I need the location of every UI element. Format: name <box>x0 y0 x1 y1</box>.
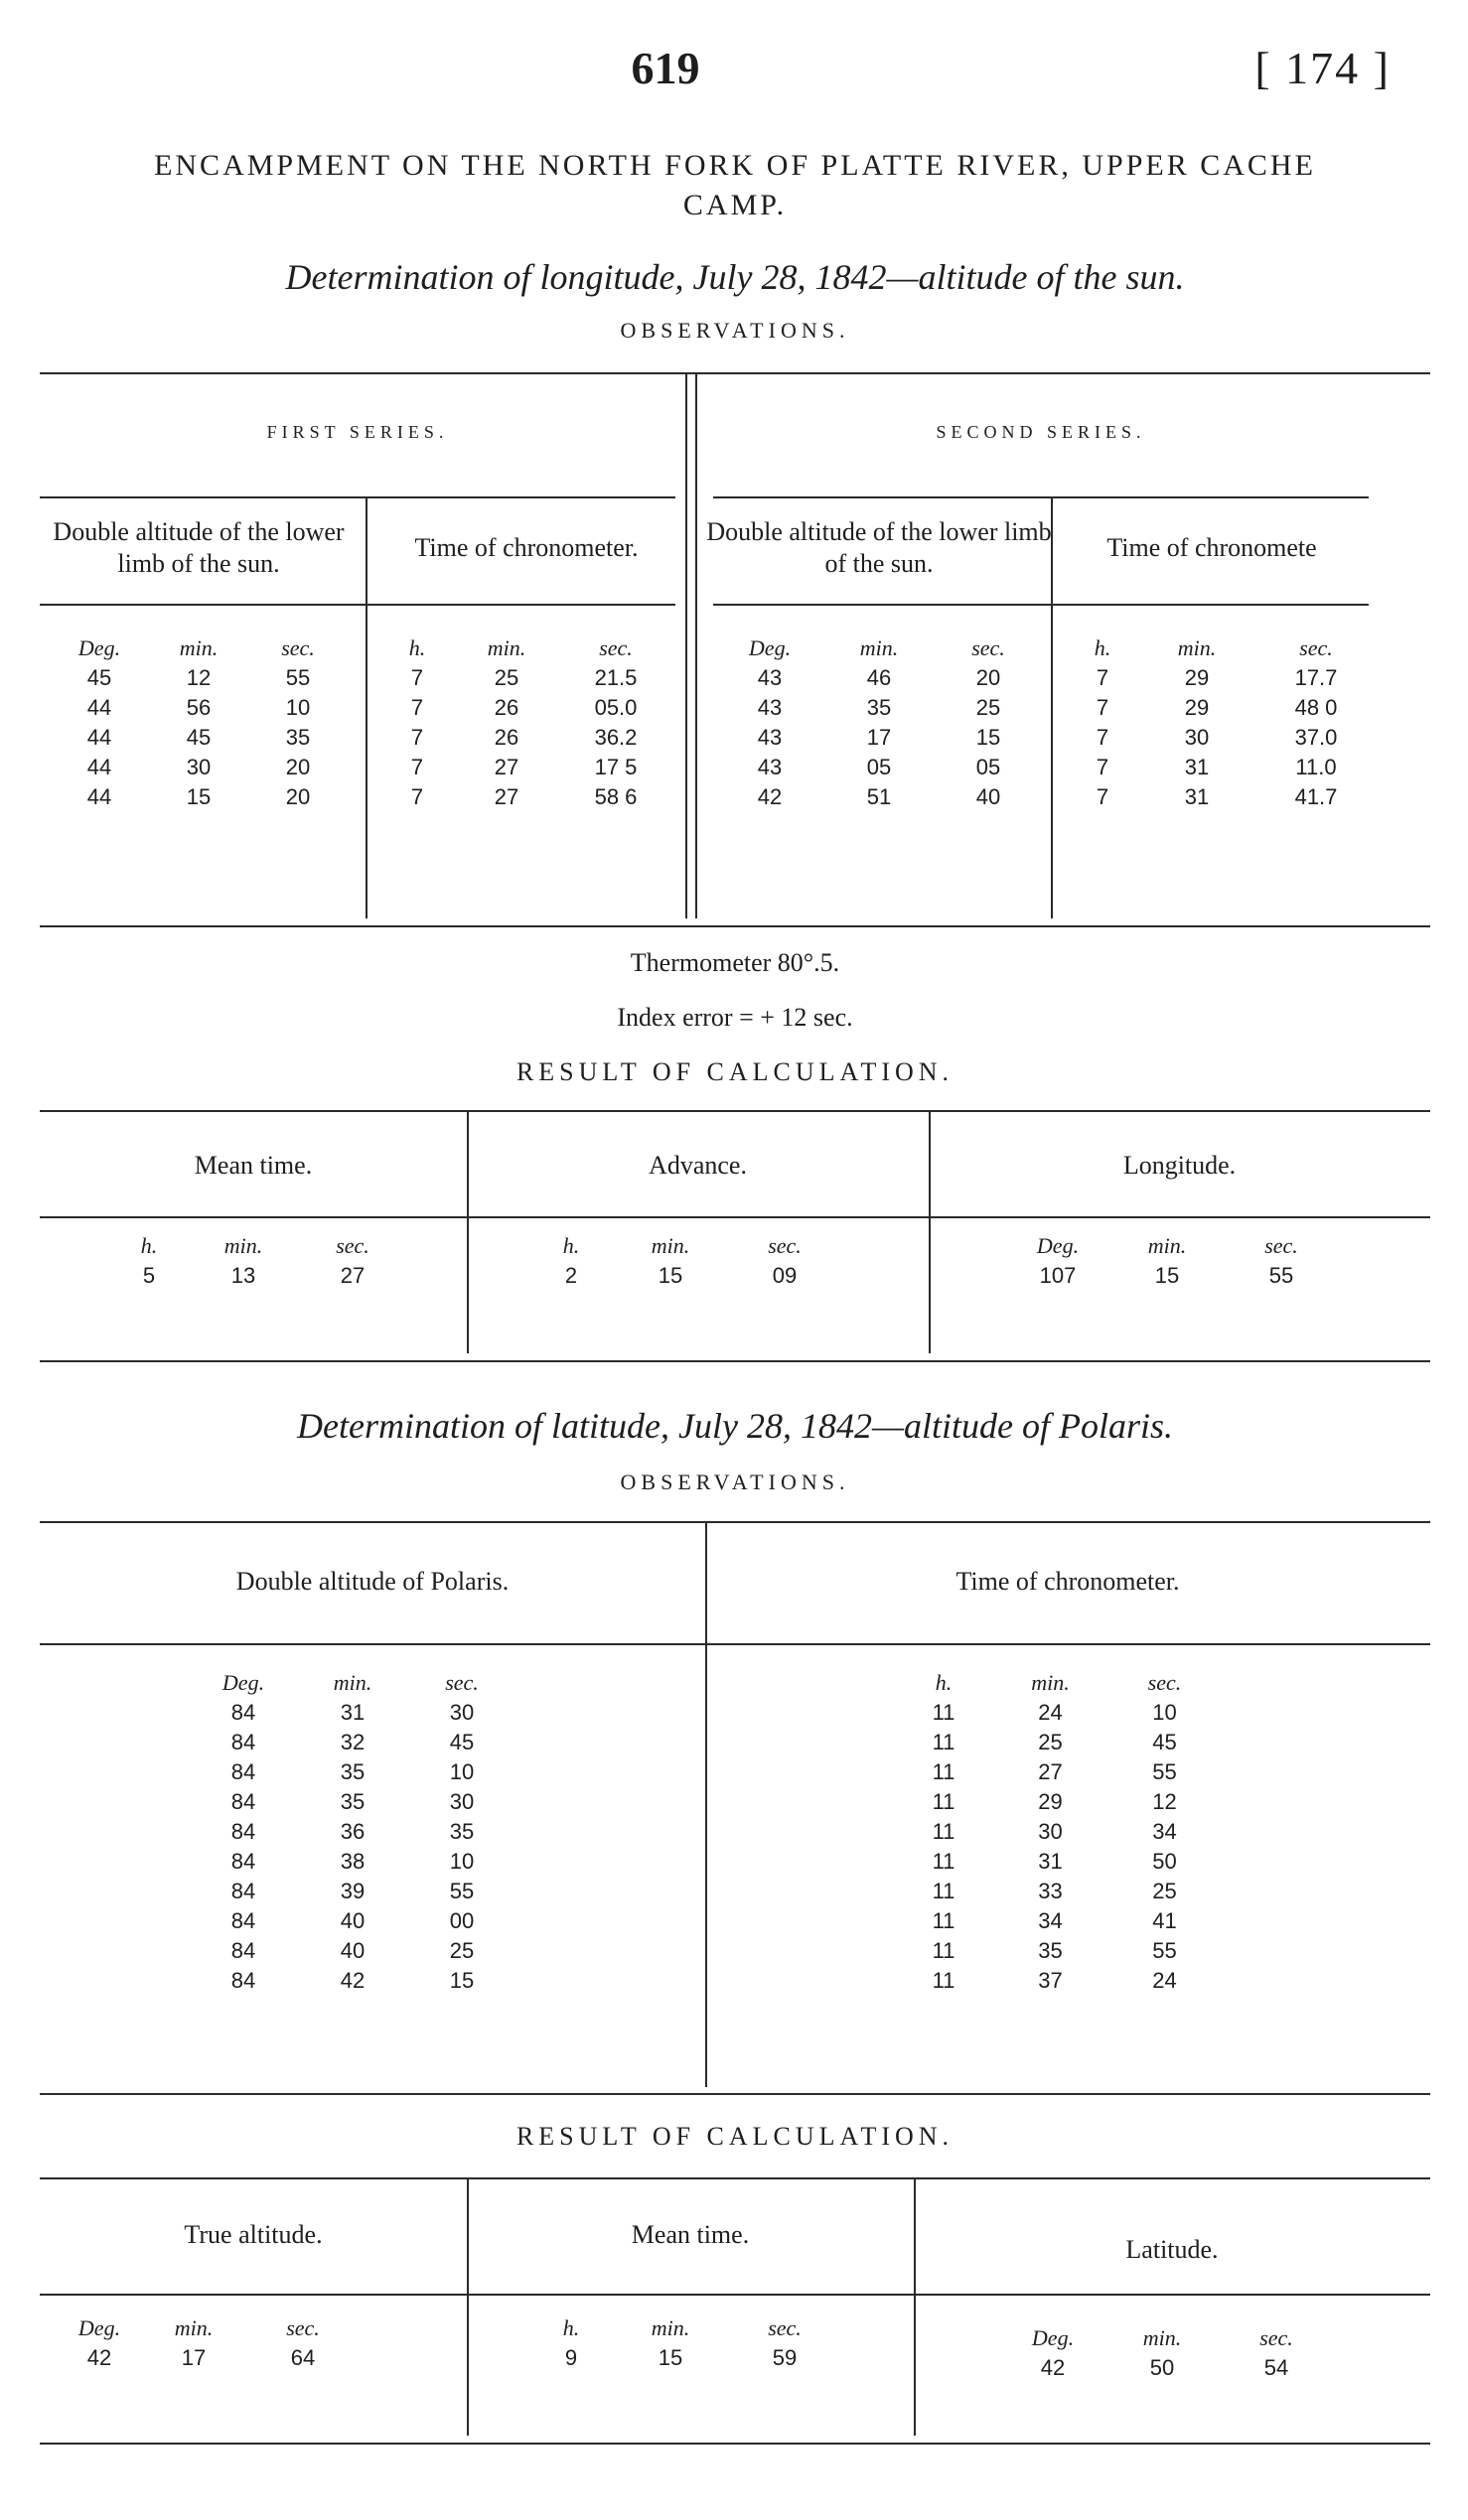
unit-label: sec. <box>281 635 315 660</box>
value-cell: 17 5 <box>594 755 638 779</box>
table-rule <box>40 496 675 498</box>
unit-label: sec. <box>445 1670 479 1695</box>
value-cell: 11 <box>932 1849 955 1874</box>
value-cell: 10 <box>449 1759 475 1784</box>
value-cell: 24 <box>1038 1700 1063 1725</box>
value-cell: 9 <box>564 2345 578 2370</box>
unit-label: sec. <box>599 635 633 660</box>
second-altitude-column-header: Double altitude of the lower limb of the sun. <box>706 517 1052 578</box>
unit-label: min. <box>487 635 526 660</box>
unit-label: sec. <box>971 635 1005 660</box>
value-cell: 17 <box>866 725 892 750</box>
value-cell: 54 <box>1263 2355 1289 2380</box>
value-cell: 36.2 <box>594 725 638 750</box>
page-number: [ 174 ] <box>1254 43 1391 93</box>
value-cell: 84 <box>230 1879 256 1903</box>
unit-label: sec. <box>336 1233 369 1258</box>
table-top-rule <box>40 372 1430 374</box>
value-cell: 11 <box>932 1759 955 1784</box>
first-altitude-group <box>50 633 348 812</box>
table-rule <box>40 604 675 606</box>
unit-label: min. <box>223 1233 263 1258</box>
latitude-observations-label: OBSERVATIONS. <box>620 1470 850 1494</box>
unit-label: min. <box>333 1670 372 1695</box>
first-altitude-column-header: Double altitude of the lower limb of the sun. <box>53 517 345 578</box>
result-longitude <box>1003 1231 1341 1291</box>
second-time-group <box>1063 633 1391 812</box>
value-cell: 84 <box>230 1908 256 1933</box>
unit-label: sec. <box>1259 2325 1293 2350</box>
value-cell: 35 <box>340 1759 366 1784</box>
value-cell: 17 <box>181 2345 207 2370</box>
table-top-rule <box>40 1521 1430 1523</box>
value-cell: 35 <box>285 725 311 750</box>
unit-label: min. <box>1147 1233 1187 1258</box>
value-cell: 44 <box>86 695 112 720</box>
value-cell: 41 <box>1152 1908 1177 1933</box>
result-latitude <box>1003 2323 1331 2383</box>
signature-mark: 619 <box>631 43 700 93</box>
series-divider <box>695 372 697 918</box>
table-rule <box>40 1643 1430 1645</box>
value-cell: 42 <box>1040 2355 1066 2380</box>
table-rule <box>713 496 1369 498</box>
polaris-altitude-group <box>189 1668 516 1996</box>
value-cell: 29 <box>1184 665 1210 690</box>
value-cell: 42 <box>757 784 783 809</box>
value-cell: 29 <box>1184 695 1210 720</box>
polaris-time-column-header: Time of chronometer. <box>955 1567 1180 1596</box>
value-cell: 15 <box>186 784 212 809</box>
value-cell: 44 <box>86 784 112 809</box>
unit-label: Deg. <box>1036 1233 1080 1258</box>
value-cell: 42 <box>340 1968 366 1993</box>
unit-label: sec. <box>1299 635 1333 660</box>
value-cell: 17.7 <box>1294 665 1338 690</box>
value-cell: 36 <box>340 1819 366 1844</box>
table-rule <box>40 1216 1430 1218</box>
value-cell: 05 <box>866 755 892 779</box>
value-cell: 34 <box>1152 1819 1177 1844</box>
unit-label: h. <box>140 1233 158 1258</box>
value-cell: 45 <box>186 725 212 750</box>
value-cell: 05 <box>975 755 1001 779</box>
series-divider <box>685 372 687 918</box>
value-cell: 15 <box>658 1263 683 1288</box>
first-series-label: FIRST SERIES. <box>266 422 449 442</box>
value-cell: 35 <box>449 1819 475 1844</box>
value-cell: 26 <box>494 695 519 720</box>
value-cell: 7 <box>410 665 424 690</box>
value-cell: 40 <box>975 784 1001 809</box>
value-cell: 11 <box>932 1908 955 1933</box>
unit-label: min. <box>174 2315 214 2340</box>
value-cell: 55 <box>1152 1938 1177 1963</box>
value-cell: 12 <box>1152 1789 1177 1814</box>
unit-label: min. <box>1177 635 1217 660</box>
value-cell: 35 <box>866 695 892 720</box>
value-cell: 11 <box>932 1968 955 1993</box>
value-cell: 20 <box>285 755 311 779</box>
value-cell: 11.0 <box>1295 755 1337 779</box>
result-latitude-header: Latitude. <box>1125 2235 1219 2264</box>
value-cell: 84 <box>230 1819 256 1844</box>
value-cell: 40 <box>340 1938 366 1963</box>
table-bottom-rule <box>40 1360 1430 1362</box>
value-cell: 84 <box>230 1938 256 1963</box>
value-cell: 41.7 <box>1294 784 1338 809</box>
latitude-heading: Determination of latitude, July 28, 1842—altitude of Polaris. <box>297 1406 1173 1446</box>
value-cell: 09 <box>772 1263 798 1288</box>
value-cell: 24 <box>1152 1968 1177 1993</box>
value-cell: 7 <box>1096 665 1109 690</box>
result-mean-time-latitude <box>526 2313 844 2373</box>
result-longitude-header: Longitude. <box>1122 1151 1237 1180</box>
column-divider <box>467 2177 469 2436</box>
thermometer-note: Thermometer 80°.5. <box>630 948 840 977</box>
value-cell: 20 <box>975 665 1001 690</box>
page-title-continued: CAMP. <box>682 189 788 221</box>
value-cell: 43 <box>757 665 783 690</box>
value-cell: 27 <box>494 784 519 809</box>
first-time-column-header: Time of chronometer. <box>414 533 639 562</box>
result-true-altitude-header: True altitude. <box>184 2220 323 2249</box>
value-cell: 11 <box>932 1819 955 1844</box>
table-bottom-rule <box>40 2093 1430 2095</box>
unit-label: sec. <box>768 1233 802 1258</box>
second-altitude-group <box>715 633 1043 812</box>
value-cell: 55 <box>1268 1263 1294 1288</box>
value-cell: 31 <box>1038 1849 1063 1874</box>
table-bottom-rule <box>40 925 1430 927</box>
value-cell: 30 <box>186 755 212 779</box>
value-cell: 27 <box>494 755 519 779</box>
longitude-observations-label: OBSERVATIONS. <box>620 318 850 343</box>
unit-label: h. <box>562 1233 580 1258</box>
value-cell: 15 <box>449 1968 475 1993</box>
value-cell: 44 <box>86 725 112 750</box>
value-cell: 7 <box>1096 695 1109 720</box>
value-cell: 7 <box>1096 784 1109 809</box>
value-cell: 34 <box>1038 1908 1063 1933</box>
first-time-group <box>377 633 675 812</box>
value-cell: 10 <box>449 1849 475 1874</box>
table-rule <box>713 604 1369 606</box>
value-cell: 43 <box>757 755 783 779</box>
value-cell: 45 <box>86 665 112 690</box>
column-divider <box>467 1110 469 1353</box>
value-cell: 84 <box>230 1849 256 1874</box>
polaris-altitude-column-header: Double altitude of Polaris. <box>235 1567 510 1596</box>
page-title: ENCAMPMENT ON THE NORTH FORK OF PLATTE RIVER, UPPER CACHE <box>154 149 1316 182</box>
value-cell: 27 <box>1038 1759 1063 1784</box>
table-rule <box>40 2294 1430 2296</box>
value-cell: 7 <box>410 755 424 779</box>
value-cell: 35 <box>1038 1938 1063 1963</box>
value-cell: 00 <box>449 1908 475 1933</box>
value-cell: 11 <box>932 1730 955 1754</box>
table-top-rule <box>40 1110 1430 1112</box>
value-cell: 84 <box>230 1700 256 1725</box>
value-cell: 30 <box>449 1700 475 1725</box>
longitude-result-label: RESULT OF CALCULATION. <box>515 1057 954 1086</box>
value-cell: 84 <box>230 1730 256 1754</box>
value-cell: 58 6 <box>594 784 638 809</box>
value-cell: 37 <box>1038 1968 1063 1993</box>
value-cell: 50 <box>1152 1849 1177 1874</box>
value-cell: 15 <box>1154 1263 1180 1288</box>
value-cell: 30 <box>449 1789 475 1814</box>
value-cell: 32 <box>340 1730 366 1754</box>
result-mean-time <box>109 1231 407 1291</box>
value-cell: 20 <box>285 784 311 809</box>
value-cell: 11 <box>932 1789 955 1814</box>
value-cell: 59 <box>772 2345 798 2370</box>
value-cell: 31 <box>340 1700 366 1725</box>
value-cell: 46 <box>866 665 892 690</box>
unit-label: Deg. <box>77 635 121 660</box>
result-mean-time-header: Mean time. <box>194 1151 313 1180</box>
unit-label: Deg. <box>221 1670 265 1695</box>
value-cell: 31 <box>1184 755 1210 779</box>
table-top-rule <box>40 2177 1430 2179</box>
unit-label: min. <box>1142 2325 1182 2350</box>
value-cell: 51 <box>866 784 892 809</box>
table-bottom-rule <box>40 2443 1430 2445</box>
value-cell: 27 <box>340 1263 366 1288</box>
unit-label: min. <box>179 635 219 660</box>
value-cell: 25 <box>975 695 1001 720</box>
value-cell: 55 <box>449 1879 475 1903</box>
result-mean-time-header: Mean time. <box>631 2220 750 2249</box>
value-cell: 40 <box>340 1908 366 1933</box>
unit-label: Deg. <box>1031 2325 1075 2350</box>
value-cell: 33 <box>1038 1879 1063 1903</box>
value-cell: 44 <box>86 755 112 779</box>
unit-label: sec. <box>768 2315 802 2340</box>
value-cell: 31 <box>1184 784 1210 809</box>
value-cell: 48 0 <box>1294 695 1338 720</box>
unit-label: min. <box>651 1233 690 1258</box>
value-cell: 25 <box>449 1938 475 1963</box>
column-divider <box>914 2177 916 2436</box>
value-cell: 30 <box>1038 1819 1063 1844</box>
value-cell: 42 <box>86 2345 112 2370</box>
value-cell: 2 <box>564 1263 578 1288</box>
value-cell: 25 <box>494 665 519 690</box>
value-cell: 45 <box>449 1730 475 1754</box>
value-cell: 84 <box>230 1759 256 1784</box>
value-cell: 11 <box>932 1879 955 1903</box>
value-cell: 37.0 <box>1294 725 1338 750</box>
value-cell: 25 <box>1152 1879 1177 1903</box>
value-cell: 56 <box>186 695 212 720</box>
value-cell: 38 <box>340 1849 366 1874</box>
unit-label: min. <box>651 2315 690 2340</box>
unit-label: Deg. <box>748 635 792 660</box>
value-cell: 26 <box>494 725 519 750</box>
column-divider <box>705 1521 707 2087</box>
unit-label: Deg. <box>77 2315 121 2340</box>
longitude-heading: Determination of longitude, July 28, 1842—altitude of the sun. <box>285 257 1185 297</box>
value-cell: 13 <box>230 1263 256 1288</box>
value-cell: 11 <box>932 1938 955 1963</box>
value-cell: 7 <box>1096 725 1109 750</box>
value-cell: 43 <box>757 725 783 750</box>
unit-label: h. <box>408 635 426 660</box>
value-cell: 7 <box>1096 755 1109 779</box>
value-cell: 15 <box>658 2345 683 2370</box>
value-cell: 39 <box>340 1879 366 1903</box>
unit-label: h. <box>562 2315 580 2340</box>
value-cell: 55 <box>285 665 311 690</box>
latitude-result-label: RESULT OF CALCULATION. <box>515 2122 954 2151</box>
second-series-label: SECOND SERIES. <box>936 422 1146 442</box>
value-cell: 7 <box>410 725 424 750</box>
index-error-note: Index error = + 12 sec. <box>617 1003 853 1032</box>
value-cell: 45 <box>1152 1730 1177 1754</box>
unit-label: h. <box>1094 635 1111 660</box>
value-cell: 11 <box>932 1700 955 1725</box>
value-cell: 12 <box>186 665 212 690</box>
value-cell: 84 <box>230 1968 256 1993</box>
result-advance <box>526 1231 844 1291</box>
unit-label: sec. <box>1264 1233 1298 1258</box>
value-cell: 84 <box>230 1789 256 1814</box>
unit-label: min. <box>859 635 899 660</box>
unit-label: min. <box>1031 1670 1070 1695</box>
value-cell: 05.0 <box>594 695 638 720</box>
value-cell: 10 <box>1152 1700 1177 1725</box>
value-cell: 10 <box>285 695 311 720</box>
unit-label: sec. <box>1147 1670 1182 1695</box>
unit-label: sec. <box>286 2315 320 2340</box>
value-cell: 15 <box>975 725 1001 750</box>
value-cell: 7 <box>410 784 424 809</box>
value-cell: 21.5 <box>594 665 638 690</box>
result-true-altitude <box>60 2313 358 2373</box>
value-cell: 29 <box>1038 1789 1063 1814</box>
value-cell: 7 <box>410 695 424 720</box>
value-cell: 43 <box>757 695 783 720</box>
unit-label: h. <box>935 1670 953 1695</box>
value-cell: 35 <box>340 1789 366 1814</box>
second-time-column-header: Time of chronomete <box>1106 533 1317 562</box>
polaris-time-group <box>894 1668 1222 1996</box>
value-cell: 64 <box>290 2345 316 2370</box>
value-cell: 50 <box>1149 2355 1175 2380</box>
value-cell: 5 <box>142 1263 156 1288</box>
result-advance-header: Advance. <box>649 1151 747 1180</box>
value-cell: 30 <box>1184 725 1210 750</box>
value-cell: 25 <box>1038 1730 1063 1754</box>
value-cell: 55 <box>1152 1759 1177 1784</box>
value-cell: 107 <box>1039 1263 1077 1288</box>
column-divider <box>929 1110 931 1353</box>
